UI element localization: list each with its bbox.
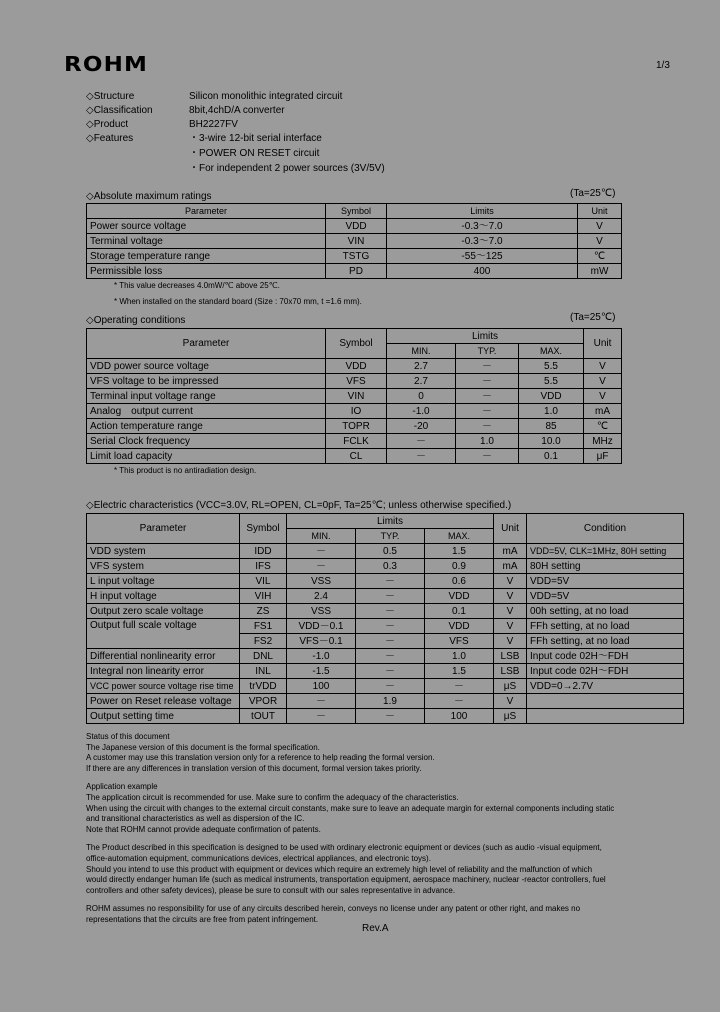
table-header-row <box>87 329 622 344</box>
table-row <box>87 374 622 389</box>
page-number: 1/3 <box>656 60 670 71</box>
overview-row <box>86 90 385 104</box>
typ-cell: － <box>356 619 425 634</box>
unit-cell: V <box>584 389 622 404</box>
application-section <box>86 782 706 835</box>
param-cell: Output setting time <box>87 709 240 724</box>
max-cell: 1.0 <box>519 404 584 419</box>
overview-label: ◇Product <box>86 119 129 130</box>
electric-title: ◇Electric characteristics (VCC=3.0V, RL=OPEN, CL=0pF, Ta=25℃; unless otherwise specified.) <box>86 500 512 511</box>
header-min: MIN. <box>387 344 456 359</box>
table-row <box>87 709 684 724</box>
header-limits: Limits <box>287 514 494 529</box>
status-line: If there are any differences in translation version of this document, formal version takes priority. <box>86 763 422 773</box>
symbol-cell: DNL <box>240 649 287 664</box>
param-cell: Terminal input voltage range <box>87 389 326 404</box>
min-cell: － <box>287 709 356 724</box>
operating-title: ◇Operating conditions <box>86 315 186 326</box>
condition-cell <box>527 709 684 724</box>
param-cell: Power on Reset release voltage <box>87 694 240 709</box>
operating-table <box>86 328 622 464</box>
product-line: would directly endanger human life (such as medical instruments, transportation equipment, aerospace machinery, nuclear -reactor controllers, fuel <box>86 875 606 885</box>
min-cell: － <box>287 544 356 559</box>
symbol-cell: VDD <box>326 219 387 234</box>
unit-cell: ℃ <box>578 249 622 264</box>
param-cell: Limit load capacity <box>87 449 326 464</box>
symbol-cell: VIL <box>240 574 287 589</box>
product-line: controllers and other safety devices), please be sure to consult with our sales representative in advance. <box>86 885 456 895</box>
table-row <box>87 589 684 604</box>
table-row <box>87 419 622 434</box>
symbol-cell: PD <box>326 264 387 279</box>
unit-cell: ℃ <box>584 419 622 434</box>
revision-label: Rev.A <box>362 923 389 934</box>
unit-cell: mW <box>578 264 622 279</box>
symbol-cell: TSTG <box>326 249 387 264</box>
typ-cell: － <box>356 649 425 664</box>
symbol-cell: CL <box>326 449 387 464</box>
table-row <box>87 649 684 664</box>
overview-label: ◇Features <box>86 133 134 144</box>
symbol-cell: VDD <box>326 359 387 374</box>
param-cell: L input voltage <box>87 574 240 589</box>
symbol-cell: ZS <box>240 604 287 619</box>
overview-row <box>86 118 385 132</box>
typ-cell: － <box>356 604 425 619</box>
param-cell: Storage temperature range <box>87 249 326 264</box>
condition-cell: VDD=5V, CLK=1MHz, 80H setting <box>527 544 684 559</box>
condition-cell: Input code 02H～FDH <box>527 649 684 664</box>
table-row <box>87 434 622 449</box>
footer-notes <box>86 732 706 934</box>
unit-cell: V <box>584 374 622 389</box>
overview-value: ・3-wire 12-bit serial interface <box>189 133 322 144</box>
typ-cell: 0.3 <box>356 559 425 574</box>
typ-cell: － <box>456 404 519 419</box>
symbol-cell: VIN <box>326 234 387 249</box>
param-cell: Terminal voltage <box>87 234 326 249</box>
typ-cell: － <box>456 359 519 374</box>
product-line: The Product described in this specification is designed to be used with ordinary electronic equipment or devices (such as audio -visual equipment, <box>86 843 602 853</box>
min-cell: － <box>387 449 456 464</box>
param-cell: VDD power source voltage <box>87 359 326 374</box>
param-cell: Serial Clock frequency <box>87 434 326 449</box>
unit-cell: V <box>494 589 527 604</box>
param-cell: Output full scale voltage <box>87 619 240 649</box>
condition-cell: VDD=5V <box>527 589 684 604</box>
unit-cell: V <box>578 234 622 249</box>
min-cell: VSS <box>287 574 356 589</box>
table-row <box>87 264 622 279</box>
max-cell: 1.0 <box>425 649 494 664</box>
typ-cell: 0.5 <box>356 544 425 559</box>
limits-cell: -0.3～7.0 <box>387 234 578 249</box>
param-cell: Action temperature range <box>87 419 326 434</box>
param-cell: VFS voltage to be impressed <box>87 374 326 389</box>
param-cell: Power source voltage <box>87 219 326 234</box>
max-cell: 1.5 <box>425 664 494 679</box>
table-row <box>87 619 684 634</box>
condition-cell: FFh setting, at no load <box>527 634 684 649</box>
overview-label <box>86 147 189 161</box>
operating-note: * This product is no antiradiation design. <box>114 466 257 475</box>
header-parameter: Parameter <box>87 329 326 359</box>
limits-cell: 400 <box>387 264 578 279</box>
unit-cell: V <box>494 604 527 619</box>
unit-cell: V <box>578 219 622 234</box>
typ-cell: － <box>356 679 425 694</box>
min-cell: － <box>387 434 456 449</box>
table-row <box>87 404 622 419</box>
max-cell: VFS <box>425 634 494 649</box>
limits-cell: -55～125 <box>387 249 578 264</box>
overview-value: 8bit,4chD/A converter <box>189 105 285 116</box>
overview-row <box>86 162 385 176</box>
unit-cell: V <box>584 359 622 374</box>
typ-cell: － <box>456 419 519 434</box>
max-cell: 85 <box>519 419 584 434</box>
condition-cell: Input code 02H～FDH <box>527 664 684 679</box>
status-line: The Japanese version of this document is the formal specification. <box>86 742 320 752</box>
param-cell: H input voltage <box>87 589 240 604</box>
symbol-cell: VPOR <box>240 694 287 709</box>
condition-cell: VDD=5V <box>527 574 684 589</box>
min-cell: 100 <box>287 679 356 694</box>
typ-cell: － <box>456 374 519 389</box>
application-heading: Application example <box>86 782 158 792</box>
unit-cell: V <box>494 619 527 634</box>
max-cell: 5.5 <box>519 359 584 374</box>
symbol-cell: INL <box>240 664 287 679</box>
abs-max-title: ◇Absolute maximum ratings <box>86 191 212 202</box>
typ-cell: － <box>356 574 425 589</box>
overview-value: Silicon monolithic integrated circuit <box>189 91 343 102</box>
min-cell: VDD－0.1 <box>287 619 356 634</box>
unit-cell: V <box>494 574 527 589</box>
max-cell: 100 <box>425 709 494 724</box>
header-min: MIN. <box>287 529 356 544</box>
overview-label <box>86 162 189 176</box>
min-cell: -20 <box>387 419 456 434</box>
overview-row <box>86 104 385 118</box>
rohm-section <box>86 904 706 925</box>
table-row <box>87 679 684 694</box>
header-typ: TYP. <box>356 529 425 544</box>
max-cell: － <box>425 694 494 709</box>
min-cell: 2.7 <box>387 359 456 374</box>
min-cell: － <box>287 694 356 709</box>
unit-cell: LSB <box>494 664 527 679</box>
max-cell: 1.5 <box>425 544 494 559</box>
min-cell: VFS－0.1 <box>287 634 356 649</box>
min-cell: -1.0 <box>387 404 456 419</box>
min-cell: 0 <box>387 389 456 404</box>
symbol-cell: FS2 <box>240 634 287 649</box>
symbol-cell: FS1 <box>240 619 287 634</box>
table-row <box>87 544 684 559</box>
table-row <box>87 449 622 464</box>
table-row <box>87 389 622 404</box>
overview-row <box>86 132 385 146</box>
unit-cell: μF <box>584 449 622 464</box>
table-header-row <box>87 204 622 219</box>
min-cell: -1.5 <box>287 664 356 679</box>
rohm-line: representations that the circuits are free from patent infringement. <box>86 914 319 924</box>
header-condition: Condition <box>527 514 684 544</box>
overview-value: BH2227FV <box>189 119 238 130</box>
typ-cell: － <box>356 664 425 679</box>
min-cell: 2.4 <box>287 589 356 604</box>
param-cell: VFS system <box>87 559 240 574</box>
typ-cell: － <box>356 709 425 724</box>
max-cell: VDD <box>425 619 494 634</box>
symbol-cell: VIH <box>240 589 287 604</box>
unit-cell: LSB <box>494 649 527 664</box>
max-cell: VDD <box>425 589 494 604</box>
product-section <box>86 843 706 896</box>
condition-cell: 00h setting, at no load <box>527 604 684 619</box>
max-cell: 10.0 <box>519 434 584 449</box>
condition-cell: FFh setting, at no load <box>527 619 684 634</box>
abs-max-note: * When installed on the standard board (Size : 70x70 mm, t =1.6 mm). <box>114 297 362 306</box>
unit-cell: MHz <box>584 434 622 449</box>
overview-value: ・POWER ON RESET circuit <box>189 148 320 159</box>
symbol-cell: FCLK <box>326 434 387 449</box>
max-cell: 0.1 <box>519 449 584 464</box>
table-row <box>87 359 622 374</box>
application-line: The application circuit is recommended for use. Make sure to confirm the adequacy of the characteristics. <box>86 792 459 802</box>
header-symbol: Symbol <box>326 329 387 359</box>
electric-table <box>86 513 684 724</box>
header-unit: Unit <box>584 329 622 359</box>
min-cell: － <box>287 559 356 574</box>
min-cell: -1.0 <box>287 649 356 664</box>
condition-cell <box>527 694 684 709</box>
unit-cell: mA <box>494 544 527 559</box>
limits-cell: -0.3～7.0 <box>387 219 578 234</box>
condition-cell: VDD=0→2.7V <box>527 679 684 694</box>
condition-cell: 80H setting <box>527 559 684 574</box>
application-line: Note that ROHM cannot provide adequate confirmation of patents. <box>86 824 321 834</box>
param-cell: Integral non linearity error <box>87 664 240 679</box>
header-limits: Limits <box>387 329 584 344</box>
header-symbol: Symbol <box>240 514 287 544</box>
max-cell: 0.1 <box>425 604 494 619</box>
table-row <box>87 694 684 709</box>
overview-label: ◇Classification <box>86 105 153 116</box>
abs-max-note: * This value decreases 4.0mW/℃ above 25℃. <box>114 281 280 290</box>
table-row <box>87 219 622 234</box>
symbol-cell: VIN <box>326 389 387 404</box>
unit-cell: V <box>494 634 527 649</box>
overview-label: ◇Structure <box>86 91 135 102</box>
unit-cell: mA <box>584 404 622 419</box>
table-row <box>87 559 684 574</box>
typ-cell: － <box>456 449 519 464</box>
min-cell: VSS <box>287 604 356 619</box>
table-row <box>87 604 684 619</box>
header-typ: TYP. <box>456 344 519 359</box>
abs-max-condition: (Ta=25℃) <box>570 188 616 199</box>
symbol-cell: VFS <box>326 374 387 389</box>
max-cell: 0.9 <box>425 559 494 574</box>
param-cell: Permissible loss <box>87 264 326 279</box>
min-cell: 2.7 <box>387 374 456 389</box>
header-limits: Limits <box>387 204 578 219</box>
typ-cell: － <box>456 389 519 404</box>
table-header-row <box>87 514 684 529</box>
unit-cell: μS <box>494 679 527 694</box>
symbol-cell: TOPR <box>326 419 387 434</box>
unit-cell: μS <box>494 709 527 724</box>
typ-cell: － <box>356 634 425 649</box>
abs-max-table <box>86 203 622 279</box>
param-cell: Output zero scale voltage <box>87 604 240 619</box>
header-parameter: Parameter <box>87 204 326 219</box>
status-section <box>86 732 706 774</box>
table-row <box>87 574 684 589</box>
header-unit: Unit <box>578 204 622 219</box>
max-cell: 5.5 <box>519 374 584 389</box>
table-row <box>87 249 622 264</box>
symbol-cell: IO <box>326 404 387 419</box>
table-row <box>87 234 622 249</box>
max-cell: － <box>425 679 494 694</box>
header-max: MAX. <box>425 529 494 544</box>
header-max: MAX. <box>519 344 584 359</box>
param-cell: Analog output current <box>87 404 326 419</box>
symbol-cell: trVDD <box>240 679 287 694</box>
rohm-line: ROHM assumes no responsibility for use of any circuits described herein, conveys no license under any patent or other right, and makes no <box>86 904 581 914</box>
unit-cell: mA <box>494 559 527 574</box>
max-cell: 0.6 <box>425 574 494 589</box>
param-cell: Differential nonlinearity error <box>87 649 240 664</box>
unit-cell: V <box>494 694 527 709</box>
header-unit: Unit <box>494 514 527 544</box>
header-symbol: Symbol <box>326 204 387 219</box>
overview-value: ・For independent 2 power sources (3V/5V) <box>189 163 385 174</box>
application-line: and transitional characteristics as well as dispersion of the IC. <box>86 814 305 824</box>
application-line: When using the circuit with changes to the external circuit constants, make sure to leave an adequate margin for external components including static <box>86 803 615 813</box>
symbol-cell: IFS <box>240 559 287 574</box>
product-line: office-automation equipment, communications devices, electrical appliances, and electronic toys). <box>86 853 431 863</box>
header-parameter: Parameter <box>87 514 240 544</box>
param-cell: VDD system <box>87 544 240 559</box>
product-line: Should you intend to use this product with equipment or devices which require an extremely high level of reliability and the malfunction of which <box>86 864 593 874</box>
status-heading: Status of this document <box>86 732 170 741</box>
rohm-logo: ROHM <box>64 52 149 76</box>
table-row <box>87 664 684 679</box>
operating-condition: (Ta=25℃) <box>570 312 616 323</box>
product-overview <box>86 90 385 176</box>
typ-cell: 1.9 <box>356 694 425 709</box>
typ-cell: － <box>356 589 425 604</box>
symbol-cell: tOUT <box>240 709 287 724</box>
status-line: A customer may use this translation version only for a reference to help reading the formal version. <box>86 753 435 763</box>
max-cell: VDD <box>519 389 584 404</box>
typ-cell: 1.0 <box>456 434 519 449</box>
overview-row <box>86 147 385 161</box>
symbol-cell: IDD <box>240 544 287 559</box>
param-cell: VCC power source voltage rise time <box>87 679 240 694</box>
